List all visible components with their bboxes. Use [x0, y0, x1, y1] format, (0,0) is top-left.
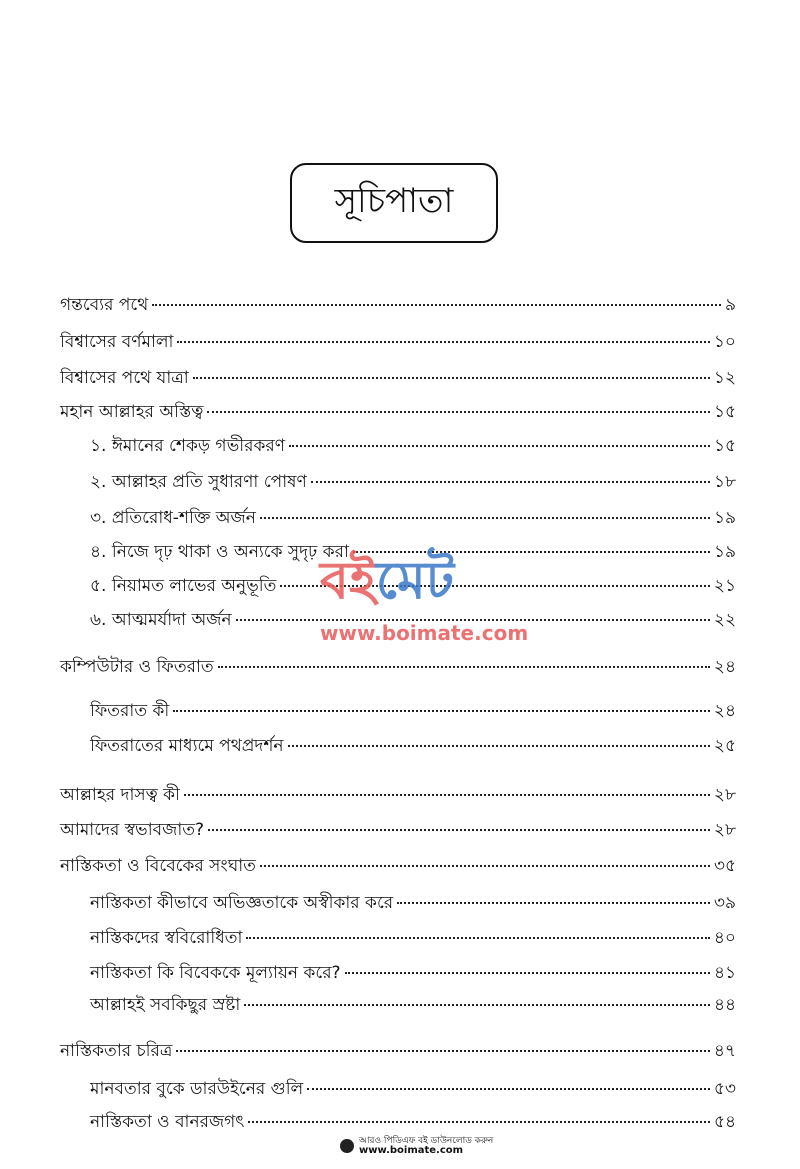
- toc-entry-page: ১৫: [713, 402, 736, 422]
- toc-entry[interactable]: [90, 733, 736, 759]
- toc-entry-page: ৪৪: [713, 995, 736, 1015]
- toc-entry-label: নাস্তিকতা কীভাবে অভিজ্ঞতাকে অস্বীকার করে: [90, 893, 394, 913]
- toc-entry[interactable]: [90, 1076, 736, 1102]
- footer-text: আরও পিডিএফ বই ডাউনলোড করুন: [359, 1136, 494, 1146]
- dot-leader: [260, 517, 710, 519]
- dot-leader: [218, 666, 710, 668]
- dot-leader: [207, 411, 710, 413]
- dot-leader: [307, 1088, 710, 1090]
- watermark-url: www.boimate.com: [320, 621, 529, 645]
- toc-entry[interactable]: [60, 365, 736, 391]
- toc-entry[interactable]: [90, 992, 736, 1018]
- toc-entry-page: ২৮: [713, 820, 736, 840]
- toc-entry[interactable]: [60, 853, 736, 879]
- dot-leader: [248, 1121, 710, 1123]
- toc-entry-page: ২৮: [713, 785, 736, 805]
- toc-entry[interactable]: [60, 1038, 736, 1064]
- toc-entry-label: ২. আল্লাহর প্রতি সুধারণা পোষণ: [90, 472, 307, 492]
- toc-entry[interactable]: [90, 433, 736, 459]
- watermark-logo-a: বই: [320, 551, 376, 611]
- toc-entry-label: ৪. নিজে দৃঢ় থাকা ও অন্যকে সুদৃঢ় করা: [90, 542, 349, 562]
- toc-entry[interactable]: [90, 539, 736, 565]
- dot-leader: [288, 745, 710, 747]
- dot-leader: [289, 445, 710, 447]
- toc-entry-label: আমাদের স্বভাবজাত?: [60, 820, 205, 840]
- toc-entry-label: ৫. নিয়ামত লাভের অনুভূতি: [90, 576, 277, 596]
- dot-leader: [311, 481, 710, 483]
- toc-entry-page: ১৮: [713, 472, 736, 492]
- footer: [340, 1136, 493, 1156]
- dot-leader: [260, 865, 710, 867]
- toc-entry-page: ২৪: [713, 657, 736, 677]
- toc-entry-label: ৬. আত্মমর্যাদা অর্জন: [90, 610, 232, 630]
- toc-entry-page: ১২: [713, 368, 736, 388]
- dot-leader: [177, 341, 709, 343]
- toc-entry-label: গন্তব্যের পথে: [60, 295, 149, 315]
- dot-leader: [236, 619, 710, 621]
- dot-leader: [397, 902, 710, 904]
- page-title: সূচিপাতা: [290, 163, 498, 243]
- watermark-logo-b: মেট: [376, 551, 455, 611]
- toc-entry[interactable]: [90, 925, 736, 951]
- toc-entry-page: ২৪: [713, 701, 736, 721]
- dot-leader: [208, 829, 710, 831]
- boimate-logo-icon: [340, 1139, 354, 1153]
- toc-entry-page: ৪০: [713, 928, 736, 948]
- toc-entry-page: ২১: [713, 576, 736, 596]
- toc-entry-page: ৯: [724, 295, 736, 315]
- toc-entry[interactable]: [60, 654, 736, 680]
- toc-entry-page: ৪৭: [713, 1041, 736, 1061]
- footer-url[interactable]: www.boimate.com: [359, 1145, 464, 1156]
- toc-entry-page: ৫৪: [713, 1112, 736, 1132]
- toc-entry-label: আল্লাহর দাসত্ব কী: [60, 785, 180, 805]
- toc-entry-label: নাস্তিকতা কি বিবেককে মূল্যায়ন করে?: [90, 963, 341, 983]
- toc-entry-page: ২৫: [713, 736, 736, 756]
- toc-entry-label: ফিতরাত কী: [90, 701, 170, 721]
- toc-entry-label: নাস্তিকতা ও বিবেকের সংঘাত: [60, 856, 256, 876]
- toc-entry-page: ৪১: [713, 963, 736, 983]
- dot-leader: [345, 972, 710, 974]
- toc-entry-label: ফিতরাতের মাধ্যমে পথপ্রদর্শন: [90, 736, 284, 756]
- toc-entry-page: ১৫: [713, 436, 736, 456]
- toc-entry-label: নাস্তিকদের স্ববিরোধিতা: [90, 928, 243, 948]
- dot-leader: [244, 1004, 710, 1006]
- dot-leader: [176, 1050, 710, 1052]
- dot-leader: [193, 377, 710, 379]
- toc-entry-page: ৩৫: [713, 856, 736, 876]
- toc-entry-label: ৩. প্রতিরোধ-শক্তি অর্জন: [90, 508, 256, 528]
- dot-leader: [184, 794, 710, 796]
- toc-entry-page: ২২: [713, 610, 736, 630]
- toc-entry[interactable]: [60, 782, 736, 808]
- dot-leader: [173, 710, 710, 712]
- toc-entry[interactable]: [60, 292, 736, 318]
- dot-leader: [353, 551, 710, 553]
- toc-entry[interactable]: [90, 573, 736, 599]
- toc-entry-page: ১০: [713, 332, 736, 352]
- dot-leader: [152, 304, 721, 306]
- toc-entry-label: মহান আল্লাহর অস্তিত্ব: [60, 402, 204, 422]
- toc-entry[interactable]: [90, 698, 736, 724]
- toc-entry-page: ১৯: [713, 542, 736, 562]
- toc-entry[interactable]: [90, 505, 736, 531]
- toc-entry-label: ১. ঈমানের শেকড় গভীরকরণ: [90, 436, 285, 456]
- toc-entry[interactable]: [90, 469, 736, 495]
- toc-entry-label: আল্লাহই সবকিছুর স্রষ্টা: [90, 995, 241, 1015]
- toc-entry[interactable]: [60, 329, 736, 355]
- toc-entry-label: কম্পিউটার ও ফিতরাত: [60, 657, 214, 677]
- toc-entry-page: ৫৩: [713, 1079, 736, 1099]
- toc-entry-label: বিশ্বাসের বর্ণমালা: [60, 332, 174, 352]
- toc-entry[interactable]: [90, 1109, 736, 1135]
- toc-entry-label: নাস্তিকতা ও বানরজগৎ: [90, 1112, 245, 1132]
- toc-entry[interactable]: [60, 399, 736, 425]
- toc-entry[interactable]: [60, 817, 736, 843]
- toc-entry-page: ১৯: [713, 508, 736, 528]
- toc-entry[interactable]: [90, 890, 736, 916]
- toc-entry[interactable]: [90, 960, 736, 986]
- toc-entry-label: মানবতার বুকে ডারউইনের গুলি: [90, 1079, 304, 1099]
- toc-entry[interactable]: [90, 607, 736, 633]
- toc-entry-page: ৩৯: [713, 893, 736, 913]
- toc-entry-label: নাস্তিকতার চরিত্র: [60, 1041, 173, 1061]
- dot-leader: [280, 585, 710, 587]
- toc-entry-label: বিশ্বাসের পথে যাত্রা: [60, 368, 189, 388]
- dot-leader: [246, 937, 709, 939]
